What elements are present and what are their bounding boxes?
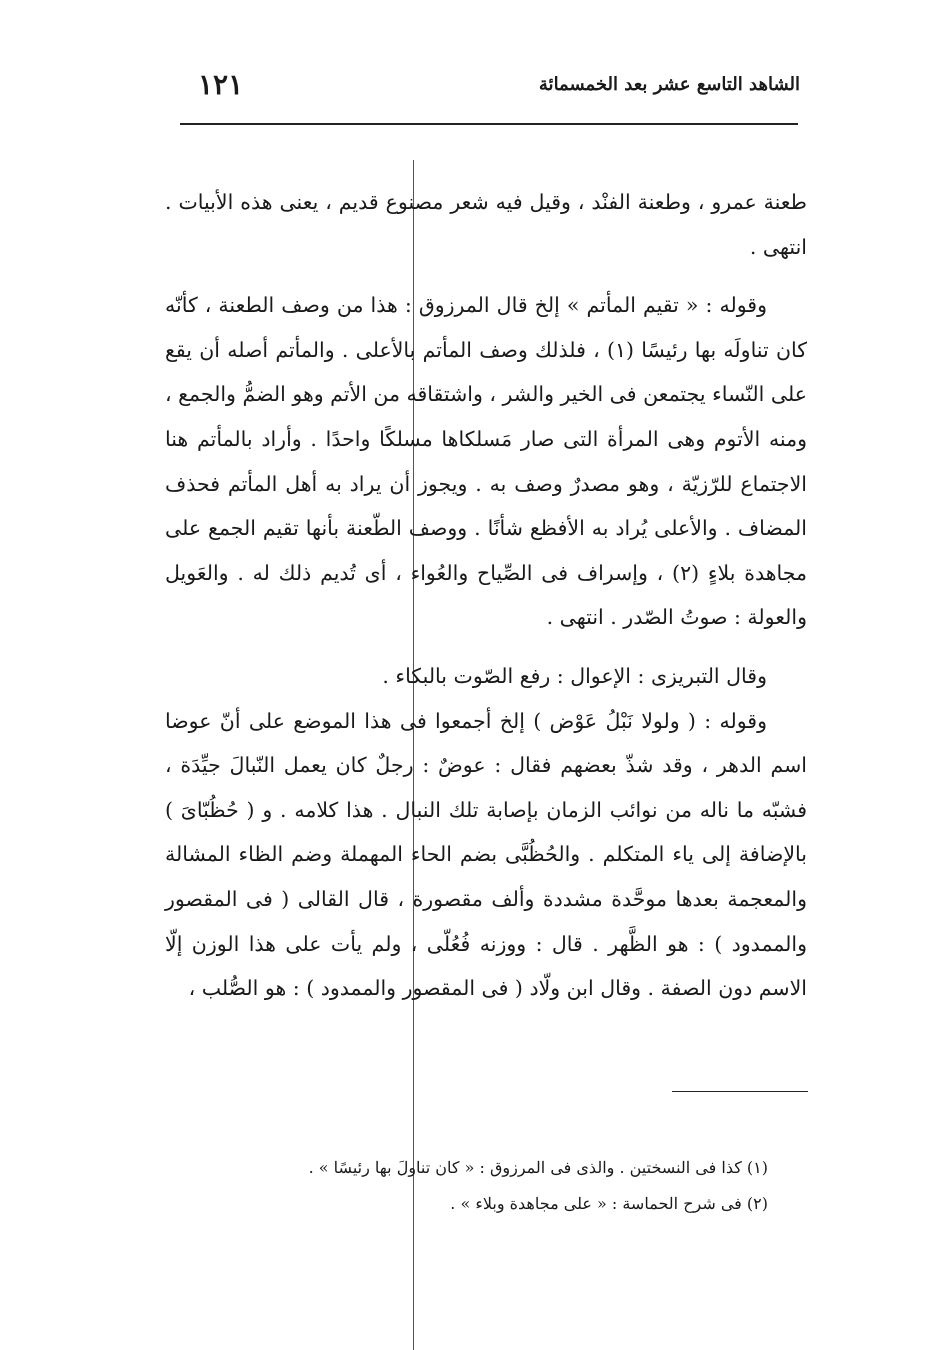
footnotes: [240, 1150, 768, 1222]
footnote-2: (٢) فى شرح الحماسة : « على مجاهدة وبلاء » .: [450, 1194, 768, 1213]
paragraph-3: وقال التبريزى : الإعوال : رفع الصّوت بالبكاء .: [382, 663, 767, 688]
footnote-rule: [672, 1091, 808, 1092]
paragraph-1: طعنة عمرو ، وطعنة الفنْد ، وقيل فيه شعر مصنوع قديم ، يعنى هذه الأبيات . انتهى .: [165, 190, 807, 259]
body-text: [165, 180, 807, 1011]
paragraph-2: وقوله : « تقيم المأتم » إلخ قال المرزوق : هذا من وصف الطعنة ، كأنّه كان تناولَه بها رئيسًا (١) ، فلذلك وصف المأتم بالأعلى . والمأتم أصله أن يقع على النّساء يجتمعن فى الخير والشر ، واشتقاقه من الأتم وهو الضمُّ والجمع ، ومنه الأتوم وهى المرأة التى صار مَسلكاها مسلكًا واحدًا . وأراد بالمأتم هنا الاجتماع للرّزيّة ، وهو مصدرٌ وصف به . ويجوز أن يراد به أهل المأتم فحذف المضاف . والأعلى يُراد به الأفظع شأنًا . ووصف الطّعنة بأنها تقيم الجمع على مجاهدة بلاءٍ (٢) ، وإسراف فى الصِّياح والعُواء ، أى تُديم ذلك له . والعَويل والعولة : صوتُ الصّدر . انتهى .: [164, 293, 808, 630]
page-header: [160, 66, 800, 106]
paragraph-4: وقوله : ( ولولا نَبْلُ عَوْض ) إلخ أجمعوا فى هذا الموضع على أنّ عوضا اسم الدهر ، وقد شذّ بعضهم فقال : عوضٌ : رجلٌ كان يعمل النّبالَ جيِّدَة ، فشبّه ما ناله من نوائب الزمان بإصابة تلك النبال . هذا كلامه . و ( حُظُبّاىَ ) بالإضافة إلى ياء المتكلم . والحُظُبَّى بضم الحاء المهملة وضم الظاء المشالة والمعجمة بعدها موحَّدة مشددة وألف مقصورة ، قال القالى ( فى المقصور والممدود ) : هو الظَّهر . قال : ووزنه فُعُلّى ، ولم يأت على هذا الوزن إلّا الاسم دون الصفة . وقال ابن ولّاد ( فى المقصور والممدود ) : هو الصُّلب ،: [165, 708, 807, 1001]
footnote-1: (١) كذا فى النسختين . والذى فى المرزوق : « كان تناولَ بها رئيسًا » .: [308, 1158, 768, 1177]
header-rule: [180, 123, 798, 125]
page-number: ١٢١: [198, 68, 244, 101]
running-title: الشاهد التاسع عشر بعد الخمسمائة: [538, 74, 800, 95]
